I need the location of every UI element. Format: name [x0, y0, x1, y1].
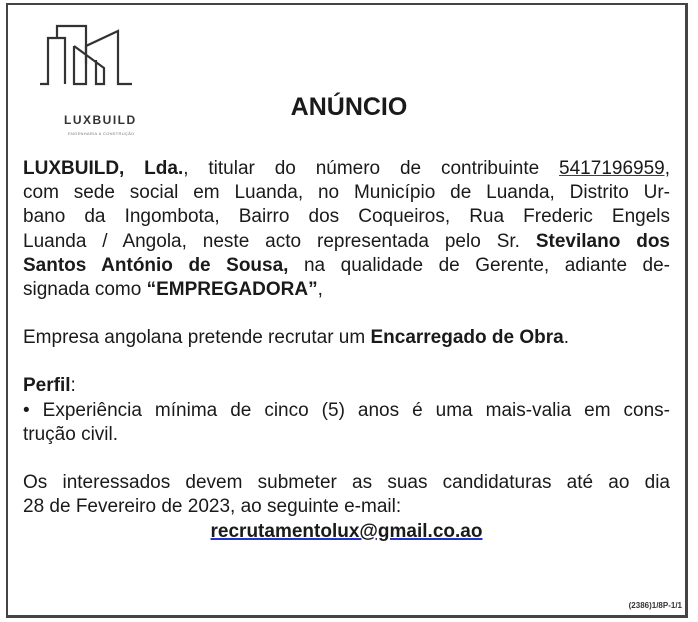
buildings-logo-icon: [40, 24, 132, 86]
text-line: [23, 230, 670, 254]
text-run: • Experiência mínima de cinco (5) anos é uma mais-valia em cons-: [23, 399, 670, 421]
text-line: [23, 254, 670, 278]
taxpayer-number[interactable]: 5417196959,: [559, 158, 670, 179]
text-line: [23, 471, 670, 495]
text-run: .: [563, 327, 569, 349]
text-run: “EMPREGADORA”: [146, 278, 318, 300]
text-run: na qualidade de Gerente, adiante de-: [288, 254, 671, 276]
text-line: [23, 423, 670, 447]
text-run: 28 de Fevereiro de 2023, ao seguinte e-mail:: [23, 496, 402, 518]
announcement-title: ANÚNCIO: [290, 93, 408, 121]
text-line: [23, 495, 670, 519]
announcement-body: [23, 157, 670, 545]
text-line: [23, 374, 670, 398]
text-run: Empresa angolana pretende recrutar um: [23, 327, 371, 349]
text-run: Santos António de Sousa,: [23, 254, 289, 276]
text-run: LUXBUILD, Lda.: [23, 158, 184, 179]
text-line: [23, 205, 670, 229]
text-run: signada como: [23, 278, 147, 300]
text-line: [23, 181, 670, 205]
paragraph-gap: [23, 447, 670, 471]
paragraph-gap: [23, 350, 670, 374]
text-line: [23, 278, 670, 302]
logo-tagline: ENGENHARIA & CONSTRUÇÃO: [68, 131, 135, 136]
text-run: Luanda / Angola, neste acto representada pelo Sr.: [23, 230, 536, 252]
text-run: Os interessados devem submeter as suas candidaturas até ao dia: [23, 471, 670, 493]
text-run: :: [70, 375, 76, 397]
text-run: ,: [317, 278, 323, 300]
text-run: , titular do número de contribuinte: [183, 158, 560, 179]
paragraph-gap: [23, 302, 670, 326]
reference-code: (2386)1/8P-1/1: [628, 601, 682, 610]
text-run: bano da Ingombota, Bairro dos Coqueiros, Rua Frederic Engels: [23, 206, 670, 228]
text-run: com sede social em Luanda, no Município de Luanda, Distrito Ur-: [23, 182, 670, 204]
text-line: [23, 326, 670, 350]
text-run: Encarregado de Obra: [370, 327, 564, 349]
text-line: [23, 399, 670, 423]
email-line: [23, 519, 670, 545]
text-run: Perfil: [23, 375, 71, 397]
text-run: Stevilano dos: [535, 230, 670, 252]
text-run: trução civil.: [23, 423, 119, 445]
text-line: [23, 157, 670, 181]
company-logo: [34, 24, 137, 136]
email-link[interactable]: recrutamentolux@gmail.co.ao: [210, 521, 483, 543]
logo-name: LUXBUILD: [64, 113, 137, 127]
